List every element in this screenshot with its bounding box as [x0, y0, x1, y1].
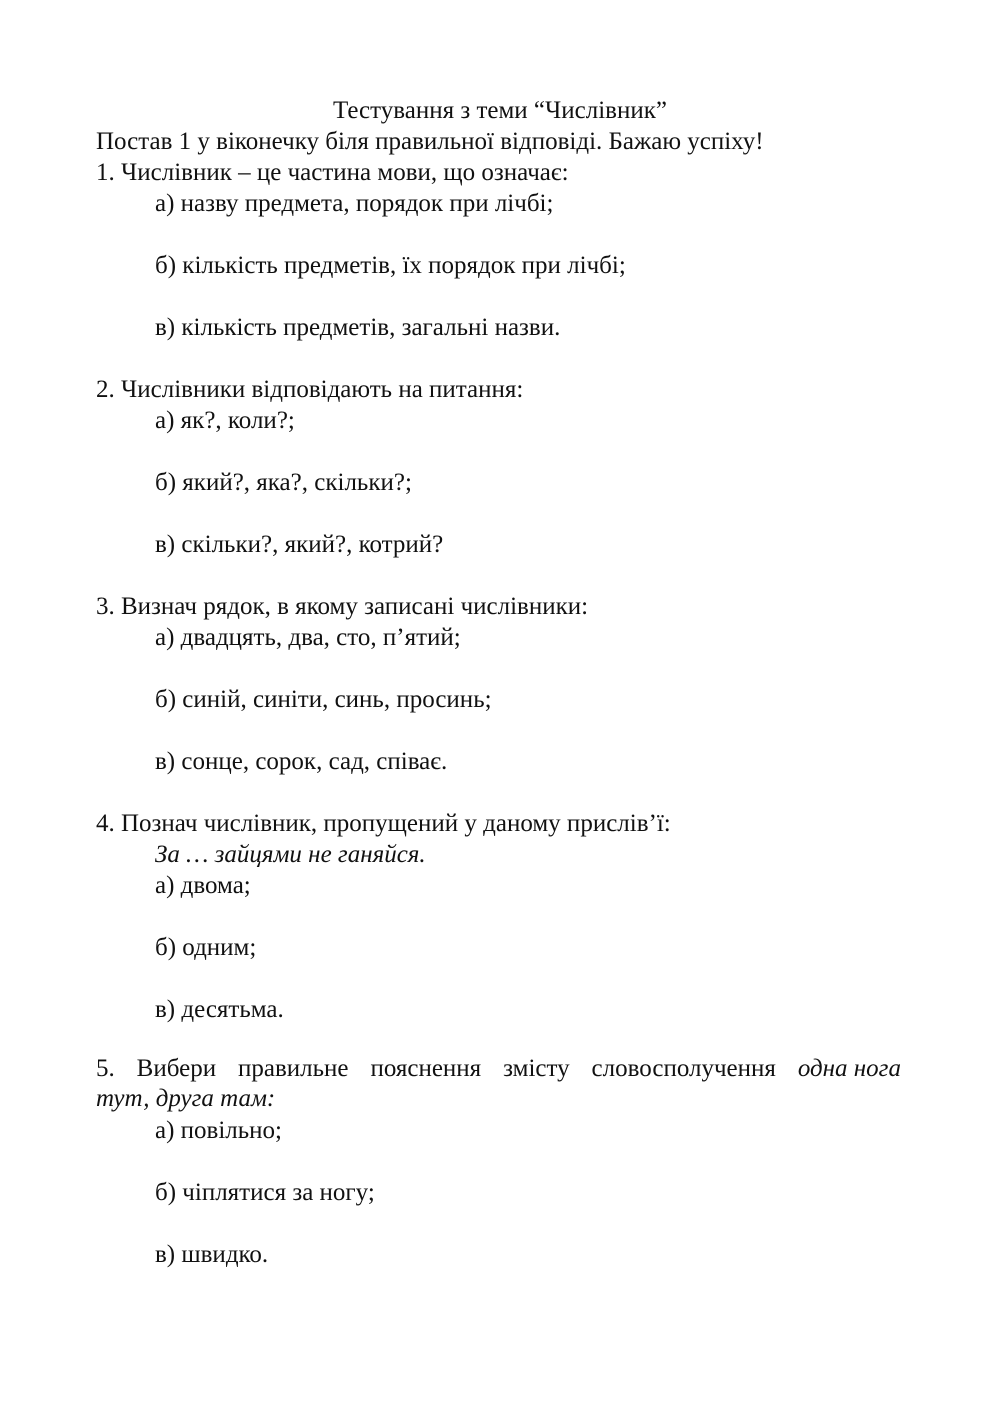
instruction-text: Постав 1 у віконечку біля правильної відповіді. Бажаю успіху! [96, 128, 764, 155]
question-2-option-c: в) скільки?, який?, котрий? [155, 531, 444, 558]
question-4-proverb: За … зайцями не ганяйся. [155, 841, 426, 868]
question-5-phrase-part-2: тут, друга там: [96, 1085, 276, 1112]
question-2: 2. Числівники відповідають на питання: [96, 376, 524, 403]
question-3-option-a: а) двадцять, два, сто, п’ятий; [155, 624, 461, 651]
question-1-option-c: в) кількість предметів, загальні назви. [155, 314, 561, 341]
question-1-option-a: а) назву предмета, порядок при лічбі; [155, 190, 554, 217]
question-5-option-a: а) повільно; [155, 1117, 283, 1144]
question-1: 1. Числівник – це частина мови, що означає: [96, 159, 569, 186]
question-3: 3. Визнач рядок, в якому записані числівники: [96, 593, 589, 620]
question-5-option-b: б) чіплятися за ногу; [155, 1179, 375, 1206]
question-4-option-a: а) двома; [155, 872, 251, 899]
question-5 [96, 1054, 901, 1114]
question-5-option-c: в) швидко. [155, 1241, 269, 1268]
question-1-option-b: б) кількість предметів, їх порядок при лічбі; [155, 252, 626, 279]
question-4-option-c: в) десятьма. [155, 996, 284, 1023]
question-5-phrase-part-1: одна нога [797, 1055, 901, 1082]
question-3-option-c: в) сонце, сорок, сад, співає. [155, 748, 448, 775]
question-4: 4. Познач числівник, пропущений у даному прислів’ї: [96, 810, 671, 837]
question-4-option-b: б) одним; [155, 934, 257, 961]
question-2-option-b: б) який?, яка?, скільки?; [155, 469, 412, 496]
question-3-option-b: б) синій, синіти, синь, просинь; [155, 686, 492, 713]
question-5-line-1: 5. Вибери правильне пояснення змісту словосполучення одна нога [96, 1055, 901, 1082]
page-title: Тестування з теми “Числівник” [333, 97, 667, 124]
question-2-option-a: а) як?, коли?; [155, 407, 295, 434]
